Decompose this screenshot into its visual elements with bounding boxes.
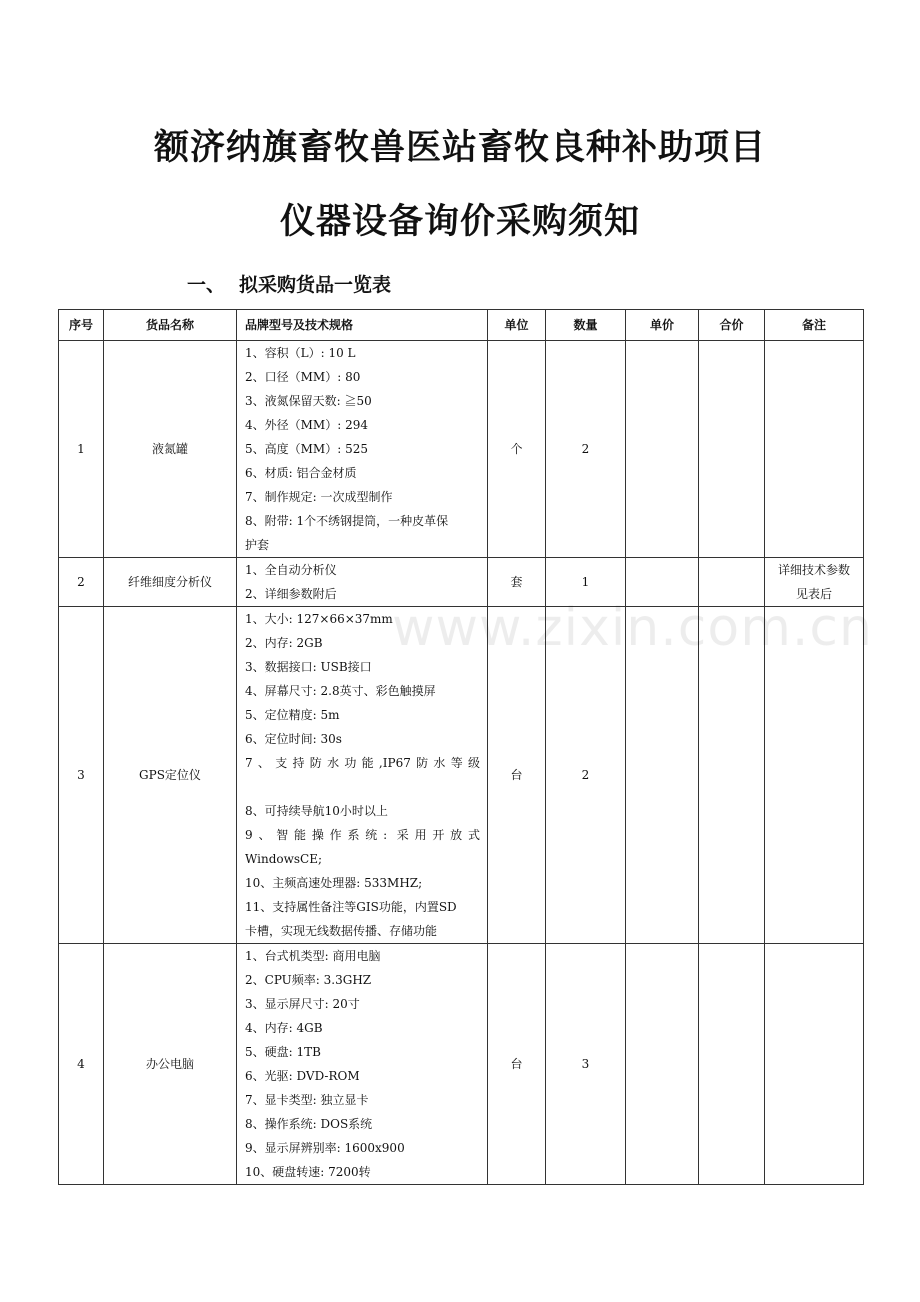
procurement-table (58, 309, 864, 1185)
spec-line: 7、支持防水功能,IP67防水等级 (245, 756, 480, 770)
spec-line: 2、口径（MM）: 80 (245, 370, 361, 384)
spec-line: 6、材质: 铝合金材质 (245, 466, 357, 480)
spec-line: 7、显卡类型: 独立显卡 (245, 1093, 369, 1107)
cell-unit: 个 (488, 341, 546, 558)
spec-line: WindowsCE; (245, 852, 323, 866)
cell-price (626, 944, 699, 1185)
spec-line: 护套 (245, 538, 270, 552)
spec-line: 5、高度（MM）: 525 (245, 442, 368, 456)
spec-line: 1、大小: 127×66×37mm (245, 612, 393, 626)
spec-line: 4、外径（MM）: 294 (245, 418, 368, 432)
spec-line: 8、可持续导航10小时以上 (245, 804, 388, 818)
header-unit: 单位 (488, 310, 546, 341)
section-heading (187, 270, 391, 297)
spec-line: 11、支持属性备注等GIS功能，内置SD (245, 900, 457, 914)
spec-line: 10、主频高速处理器: 533MHZ; (245, 876, 423, 890)
spec-line: 4、屏幕尺寸: 2.8英寸、彩色触摸屏 (245, 684, 436, 698)
spec-line: 4、内存: 4GB (245, 1021, 323, 1035)
spec-line: 8、附带: 1个不绣钢提筒，一种皮革保 (245, 514, 449, 528)
cell-spec (237, 944, 488, 1185)
spec-line: 10、硬盘转速: 7200转 (245, 1165, 371, 1179)
header-no: 序号 (59, 310, 104, 341)
section-number: 一、 (187, 274, 226, 296)
table-row (59, 341, 864, 558)
spec-line: 1、台式机类型: 商用电脑 (245, 949, 381, 963)
header-spec: 品牌型号及技术规格 (237, 310, 488, 341)
spec-line: 3、显示屏尺寸: 20寸 (245, 997, 360, 1011)
spec-line: 6、光驱: DVD-ROM (245, 1069, 360, 1083)
cell-name: GPS定位仪 (104, 607, 237, 944)
cell-qty: 2 (546, 341, 626, 558)
cell-name: 液氮罐 (104, 341, 237, 558)
cell-no: 1 (59, 341, 104, 558)
spec-line: 1、容积（L）: 10 L (245, 346, 356, 360)
cell-name: 办公电脑 (104, 944, 237, 1185)
cell-qty: 3 (546, 944, 626, 1185)
spec-line: 3、液氮保留天数: ≧50 (245, 394, 372, 408)
spec-line: 8、操作系统: DOS系统 (245, 1117, 373, 1131)
spec-line: 2、详细参数附后 (245, 587, 337, 601)
spec-line: 2、CPU频率: 3.3GHZ (245, 973, 372, 987)
spec-line: 卡槽，实现无线数据传播、存储功能 (245, 924, 438, 938)
cell-no: 4 (59, 944, 104, 1185)
cell-total (699, 341, 765, 558)
cell-note: 详细技术参数见表后 (765, 558, 864, 607)
cell-price (626, 341, 699, 558)
cell-unit: 台 (488, 607, 546, 944)
spec-line: 2、内存: 2GB (245, 636, 323, 650)
spec-line: 9、智能操作系统: 采用开放式 (245, 828, 480, 842)
spec-line: 5、硬盘: 1TB (245, 1045, 321, 1059)
cell-no: 2 (59, 558, 104, 607)
spec-line: 5、定位精度: 5m (245, 708, 340, 722)
section-label: 拟采购货品一览表 (239, 274, 392, 296)
cell-qty: 2 (546, 607, 626, 944)
cell-note (765, 944, 864, 1185)
header-note: 备注 (765, 310, 864, 341)
header-qty: 数量 (546, 310, 626, 341)
cell-note (765, 341, 864, 558)
header-price: 单价 (626, 310, 699, 341)
cell-spec (237, 341, 488, 558)
cell-unit: 台 (488, 944, 546, 1185)
document-title-line2: 仪器设备询价采购须知 (279, 202, 640, 242)
header-name: 货品名称 (104, 310, 237, 341)
header-total: 合价 (699, 310, 765, 341)
spec-line: 6、定位时间: 30s (245, 732, 342, 746)
cell-name: 纤维细度分析仪 (104, 558, 237, 607)
cell-qty: 1 (546, 558, 626, 607)
cell-total (699, 944, 765, 1185)
spec-line: 1、全自动分析仪 (245, 563, 337, 577)
spec-line: 9、显示屏辨别率: 1600x900 (245, 1141, 405, 1155)
table-row (59, 944, 864, 1185)
watermark: www.zixin.com.cn (392, 598, 873, 658)
document-title-line1: 额济纳旗畜牧兽医站畜牧良种补助项目 (153, 128, 766, 168)
cell-unit: 套 (488, 558, 546, 607)
cell-no: 3 (59, 607, 104, 944)
spec-line: 3、数据接口: USB接口 (245, 660, 372, 674)
table-header-row (59, 310, 864, 341)
spec-line: 7、制作规定: 一次成型制作 (245, 490, 393, 504)
